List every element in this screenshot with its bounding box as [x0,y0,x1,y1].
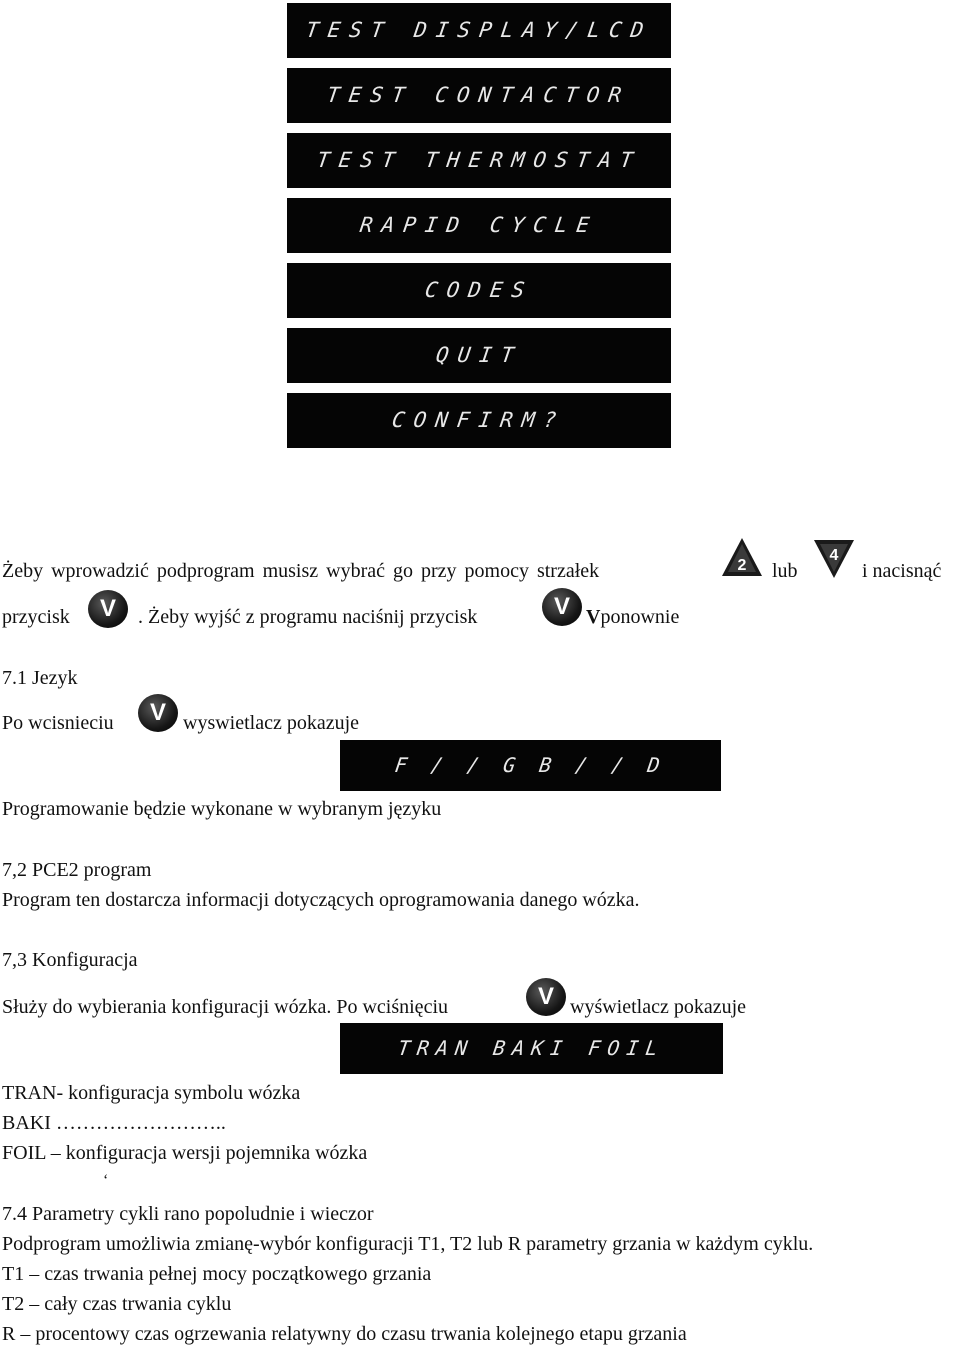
intro-lub: lub [772,560,798,582]
s73-foil: FOIL – konfiguracja wersji pojemnika wózka [2,1142,368,1164]
up-arrow-2-icon [720,536,764,580]
s73-wyswietlacz: wyświetlacz pokazuje [570,996,747,1018]
lcd-text: RAPID CYCLE [358,213,600,237]
s71-programowanie: Programowanie będzie wykonane w wybranym języku [2,798,442,820]
intro-ponownie [586,605,679,629]
lcd-screen-test-contactor [287,68,671,123]
section-7-4-heading: 7.4 Parametry cykli rano popoludnie i wieczor [2,1203,374,1225]
v-button-icon: V [542,588,582,626]
lcd-screen-test-thermostat [287,133,671,188]
section-7-3-heading: 7,3 Konfiguracja [2,949,138,971]
lcd-screen-test-display [287,3,671,58]
s74-r: R – procentowy czas ogrzewania relatywny do czasu trwania kolejnego etapu grzania [2,1323,687,1345]
lcd-text: TRAN BAKI FOIL [396,1036,667,1060]
s74-line-1: Podprogram umożliwia zmianę-wybór konfiguracji T1, T2 lub R parametry grzania w każdym cyklu. [2,1233,814,1255]
up-arrow-label: 2 [737,557,747,574]
lcd-screen-language [340,740,721,791]
lcd-text: TEST CONTACTOR [325,83,633,107]
section-7-1-heading: 7.1 Jezyk [2,667,78,689]
lcd-text: QUIT [434,343,525,367]
lcd-text: TEST THERMOSTAT [315,148,644,172]
lcd-text: CODES [423,278,535,302]
intro-line-2: . Żeby wyjść z programu naciśnij przycisk [138,606,478,628]
s72-text: Program ten dostarcza informacji dotyczących oprogramowania danego wózka. [2,889,640,911]
lcd-text: TEST DISPLAY/LCD [304,18,654,42]
ponownie-text: ponownie [600,606,680,628]
lcd-screen-rapid-cycle [287,198,671,253]
down-arrow-4-icon [812,536,856,580]
s74-t1: T1 – czas trwania pełnej mocy początkowego grzania [2,1263,432,1285]
s73-baki: BAKI …………………….. [2,1112,226,1134]
lcd-screen-confirm [287,393,671,448]
s71-wyswietlacz: wyswietlacz pokazuje [183,712,360,734]
s71-po-wcisnieciu: Po wcisnieciu [2,712,114,734]
lcd-screen-config [340,1023,723,1074]
lcd-text: CONFIRM? [390,408,568,432]
lcd-screen-quit [287,328,671,383]
intro-line-1: Żeby wprowadzić podprogram musisz wybrać go przy pomocy strzałek [2,560,600,582]
intro-przycisk: przycisk [2,606,70,628]
intro-i-nacisnac: i nacisnąć [862,560,942,582]
lcd-screen-codes [287,263,671,318]
v-button-icon: V [88,590,128,628]
lcd-text: F / / G B / / D [393,753,668,777]
s73-tran: TRAN- konfiguracja symbolu wózka [2,1082,301,1104]
v-button-icon: V [526,978,566,1016]
v-bold-letter: V [586,606,601,628]
down-arrow-label: 4 [829,547,839,564]
s73-quote-mark: ‘ [103,1172,109,1189]
v-button-icon: V [138,694,178,732]
section-7-2-heading: 7,2 PCE2 program [2,859,152,881]
s73-sluzy: Służy do wybierania konfiguracji wózka. Po wciśnięciu [2,996,448,1018]
s74-t2: T2 – cały czas trwania cyklu [2,1293,232,1315]
